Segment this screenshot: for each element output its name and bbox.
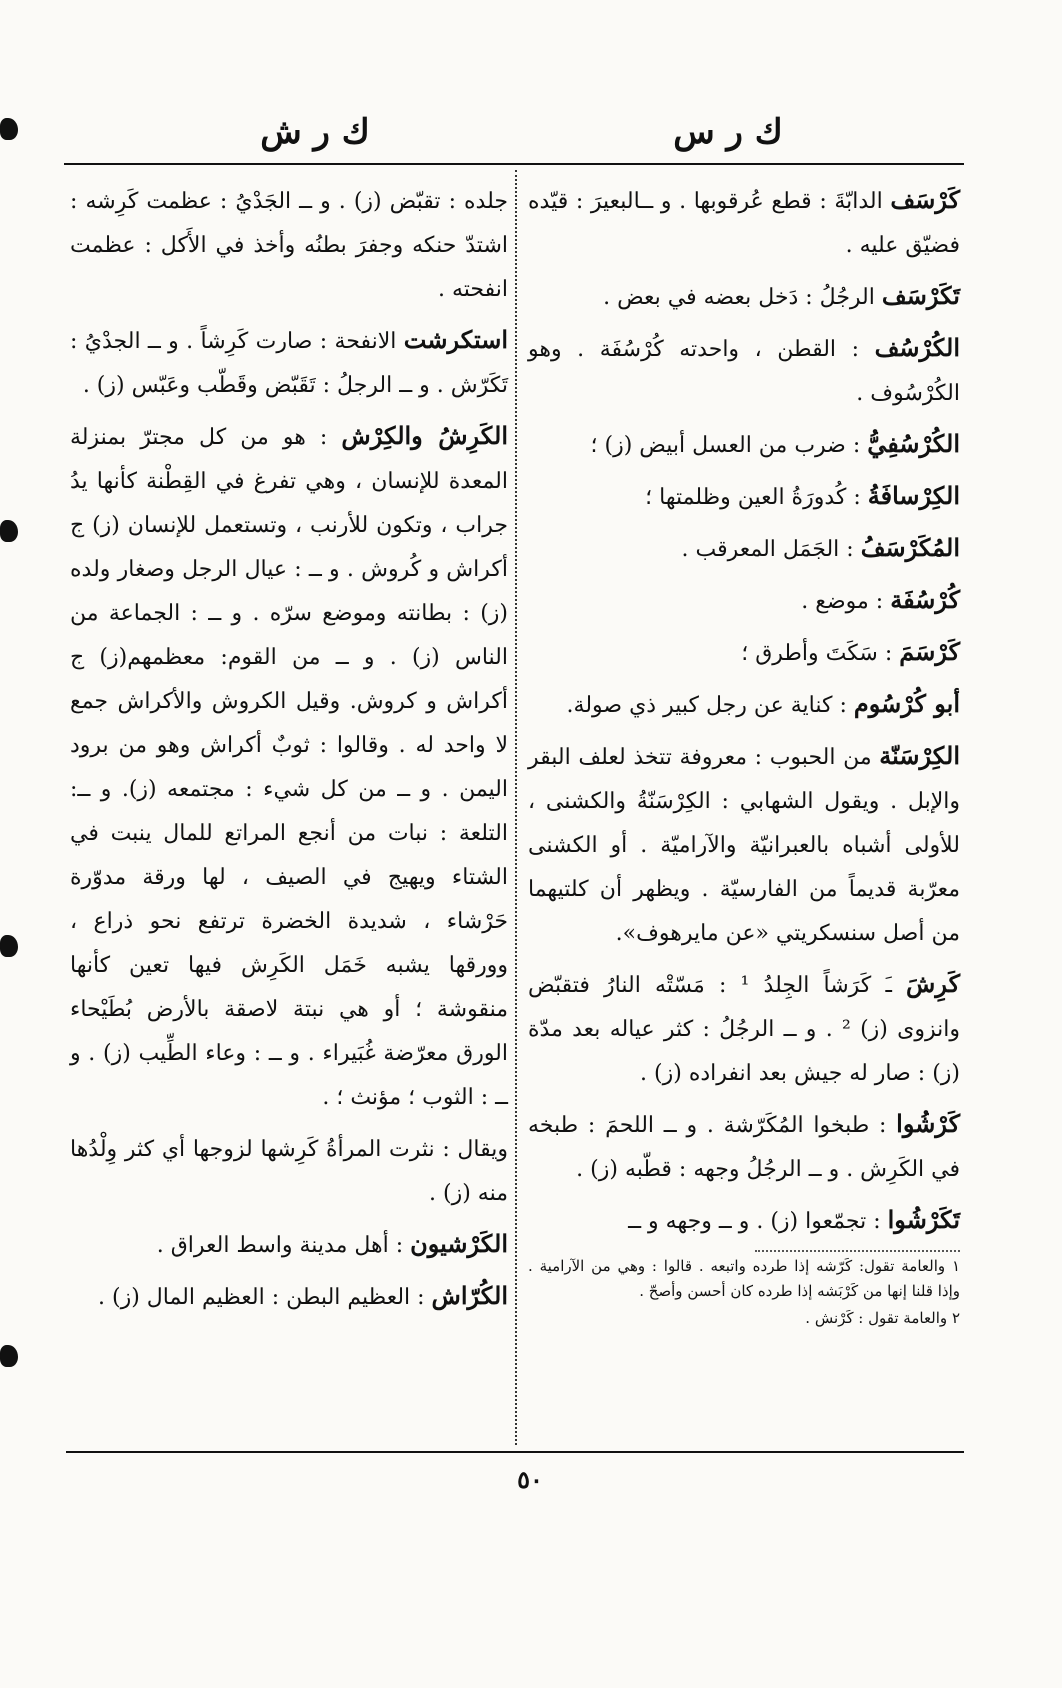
headword: الكِرْسَنّة	[879, 741, 960, 770]
headword: الكَرْشيون	[410, 1229, 508, 1258]
definition: : القطن ، واحدته كُرْسُفَة . وهو الكُرْسُوف .	[528, 337, 960, 406]
bottom-rule	[66, 1451, 964, 1453]
definition: الانفحة : صارت كَرِشاً . و ــ الجدْيُ : تَكَرّش . و ــ الرجلُ : تَقَبّض وقَطّب وعَبّس (ز) .	[70, 329, 508, 398]
entry	[70, 1126, 508, 1216]
definition: ـَ كَرَشاً الجِلدُ ¹ : مَسّتْه النارُ فتقبّض وانزوى (ز) ² . و ــ الرجُلُ : كثر عياله بعد مدّة (ز) : صار له جيش بعد انفراده (ز) .	[528, 973, 960, 1086]
definition: : كناية عن رجل كبير ذي صولة.	[566, 693, 854, 718]
right-column	[528, 178, 960, 1331]
definition: الرجُلُ : دَخل بعضه في بعض .	[603, 285, 882, 310]
headword: الكِرْسافَةُ	[867, 481, 960, 510]
footnote: ٢ والعامة تقول : كَرْنش .	[805, 1309, 960, 1327]
entry	[528, 178, 960, 268]
definition: : كُدورَةُ العين وظلمتها ؛	[645, 485, 868, 510]
top-rule	[64, 163, 964, 165]
headword: الكُرْسُف	[874, 333, 960, 362]
entry	[528, 422, 960, 468]
definition: : ضرب من العسل أبيض (ز) ؛	[590, 433, 868, 458]
definition: : الجَمَل المعرقب .	[681, 537, 861, 562]
scan-edge-mark	[0, 1345, 18, 1367]
scan-edge-mark	[0, 935, 18, 957]
header-root-left: ك ر ش	[260, 112, 370, 152]
headword: الكُرّاش	[431, 1281, 508, 1310]
headword: كَرْشُوا	[896, 1109, 960, 1138]
entry	[528, 962, 960, 1096]
left-column	[70, 178, 508, 1326]
headword: كَرْسَف	[890, 185, 960, 214]
entry	[528, 1102, 960, 1192]
footnote: ١ والعامة تقول: كَرّشه إذا طرده واتبعه . قالوا : وهي من الآرامية . وإذا قلنا إنها من كَرْبَشه إذا طرده كان أحسن وأصحّ .	[528, 1257, 960, 1300]
page-number: ٥٠	[517, 1465, 543, 1494]
entry	[70, 1274, 508, 1320]
headword: المُكَرْسَفُ	[860, 533, 960, 562]
definition: جلده : تقبّض (ز) . و ــ الجَدْيُ : عظمت كَرِشه : اشتدّ حنكه وجفرَ بطنُه وأخذ في الأَكل : عظمت انفحته .	[70, 189, 508, 302]
headword: تَكَرْسَف	[881, 281, 960, 310]
entry	[70, 178, 508, 312]
entry	[528, 1198, 960, 1244]
entry	[528, 682, 960, 728]
entry	[528, 274, 960, 320]
definition: : طبخوا المُكَرّشة . و ــ اللحمَ : طبخه في الكَرِش . و ــ الرجُلُ وجهه : قطّبه (ز) .	[528, 1113, 960, 1182]
definition: : تجمّعوا (ز) . و ــ وجهه و ــ	[628, 1209, 888, 1234]
definition: الدابّةَ : قطع عُرقوبها . و ــالبعيرَ : قيّده فضيّق عليه .	[528, 189, 960, 258]
definition: من الحبوب : معروفة تتخذ لعلف البقر والإبل . ويقول الشهابي : الكِرْسَنّةُ والكشنى ، للأولى أشباه بالعبرانيّة والآراميّة . أو الكشنى معرّبة قديماً من الفارسيّة . ويظهر أن كلتيهما من أصل سنسكريتي «عن مايرهوف».	[528, 745, 960, 946]
headword: أبو كُرْسُوم	[853, 689, 960, 718]
definition: : موضع .	[801, 589, 891, 614]
definition: : هو من كل مجترّ بمنزلة المعدة للإنسان ، وهي تفرغ في القِطْنة كأنها يدُ جراب ، وتكون للأرنب ، وتستعمل للإنسان (ز) ج أكراش و كُروش . و ــ : عيال الرجل وصغار ولده (ز) : بطانته وموضع سرّه . و ــ : الجماعة من الناس (ز) . و ــ من القوم: معظمهم(ز) ج أكراش و كروش. وقيل الكروش والأكراش جمع لا واحد له . وقالوا : ثوبٌ أكراش وهو من برود اليمن . و ــ من كل شيء : مجتمعه (ز). و ــ: التلعة : نبات من أنجع المراتع للمال ينبت في الشتاء ويهيج في الصيف ، لها ورقة مدوّرة حَرْشاء ، شديدة الخضرة ترتفع نحو ذراع ، وورقها يشبه خَمَل الكَرِش فيها تعين كأنها منقوشة ؛ أو هي نبتة لاصقة بالأرض بُطَيْحاء الورق معرّضة غُبَيراء . و ــ : وعاء الطِّيب (ز) . و ــ : الثوب ؛ مؤنث ؛ .	[70, 425, 508, 1110]
headword: كَرْسَمَ	[899, 637, 960, 666]
entry	[70, 414, 508, 1120]
entry	[70, 1222, 508, 1268]
header-root-right: ك ر س	[673, 112, 783, 152]
column-divider	[515, 170, 517, 1445]
definition: : أهل مدينة واسط العراق .	[156, 1233, 411, 1258]
footnote-separator	[755, 1250, 960, 1252]
headword: تَكَرْشُوا	[887, 1205, 960, 1234]
entry	[70, 318, 508, 408]
scan-edge-mark	[0, 118, 18, 140]
headword: استكرشت	[403, 325, 508, 354]
definition: : سَكَتَ وأطرق ؛	[741, 641, 900, 666]
headword: كَرِشَ	[906, 969, 961, 998]
definition: ويقال : نثرت المرأةُ كَرِشها لزوجها أي كثر وِلْدُها منه (ز) .	[70, 1137, 508, 1206]
entry	[528, 474, 960, 520]
entry	[528, 734, 960, 956]
entry	[528, 630, 960, 676]
entry	[528, 326, 960, 416]
entry	[528, 526, 960, 572]
definition: : العظيم البطن : العظيم المال (ز) .	[98, 1285, 432, 1310]
headword: الكُرْسُفِيُّ	[867, 429, 960, 458]
scan-edge-mark	[0, 520, 18, 542]
headword: كُرْسُفَة	[890, 585, 960, 614]
entry	[528, 578, 960, 624]
headword: الكَرِشُ والكِرْش	[341, 421, 508, 450]
